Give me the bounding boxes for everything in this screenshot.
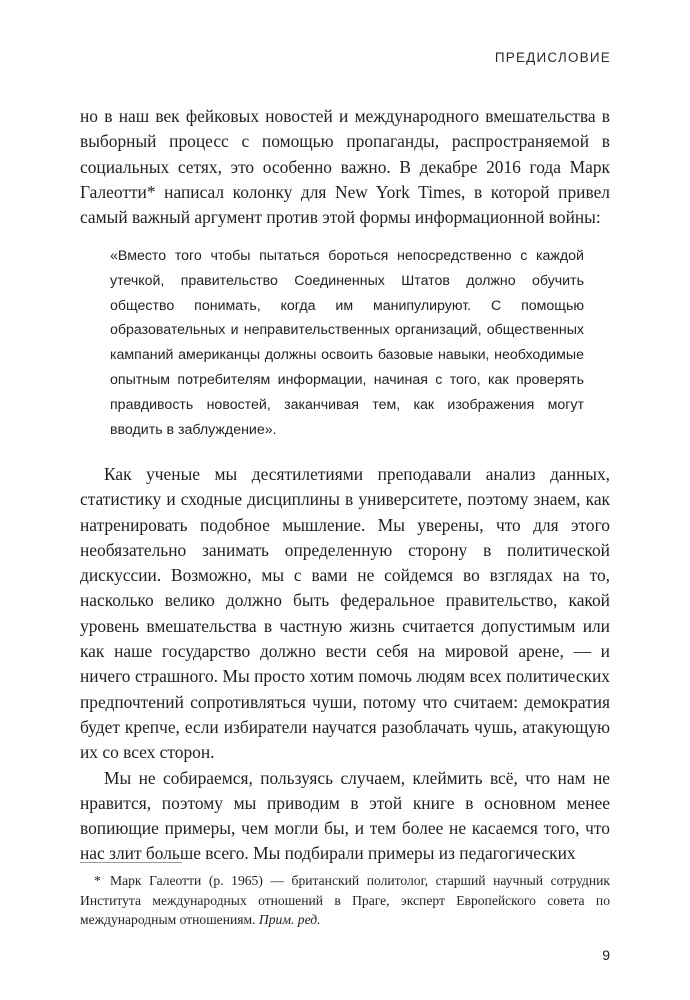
footnote-text: Марк Галеотти (р. 1965) — британский политолог, старший научный сотрудник Института международных отношений в Праге, эксперт Европейского совета по международным отношениям. (80, 873, 610, 927)
running-head: ПРЕДИСЛОВИЕ (494, 50, 611, 65)
footnote-editor-note: Прим. ред. (258, 912, 321, 927)
page-number: 9 (602, 947, 610, 963)
footnote (80, 871, 610, 930)
body-paragraph: Как ученые мы десятилетиями преподавали анализ данных, статистику и сходные дисциплины в университете, поэтому знаем, как натренировать подобное мышление. Мы уверены, что для этого необязательно занимать определенную сторону в политической дискуссии. Возможно, мы с вами не сойдемся во взглядах на то, насколько велико должно быть федеральное правительство, какой уровень вмешательства в частную жизнь считается допустимым или как наше государство должно вести себя на мировой арене, — и ничего страшного. Мы просто хотим помочь людям всех политических предпочтений сопротивляться чуши, потому что считаем: демократия будет крепче, если избиратели научатся разоблачать чушь, атакующую их со всех сторон. (80, 464, 610, 763)
body-paragraph: но в наш век фейковых новостей и международного вмешательства в выборный процесс с помощью пропаганды, распространяемой в социальных сетях, это особенно важно. В декабре 2016 года Марк Галеотти* написал колонку для New York Times, в которой привел самый важный аргумент против этой формы информационной войны: (80, 106, 610, 228)
footnote-marker: * (94, 873, 101, 888)
footnote-divider (80, 862, 182, 863)
block-quote: «Вместо того чтобы пытаться бороться непосредственно с каждой утечкой, правительство Соединенных Штатов должно обучить общество понимать, когда им манипулируют. С помощью образовательных и неправительственных организаций, общественных кампаний американцы должны освоить базовые навыки, необходимые опытным потребителям информации, начиная с того, как проверять правдивость новостей, заканчивая тем, как изображения могут вводить в заблуждение». (110, 248, 584, 438)
paragraph-continued (80, 104, 610, 230)
body-paragraph: Мы не собираемся, пользуясь случаем, клеймить всё, что нам не нравится, поэтому мы приводим в этой книге в основном менее вопиющие примеры, чем могли бы, и тем более не касаемся того, что нас злит больше всего. Мы подбирали примеры из педагогических (80, 767, 610, 864)
main-text (80, 462, 610, 867)
